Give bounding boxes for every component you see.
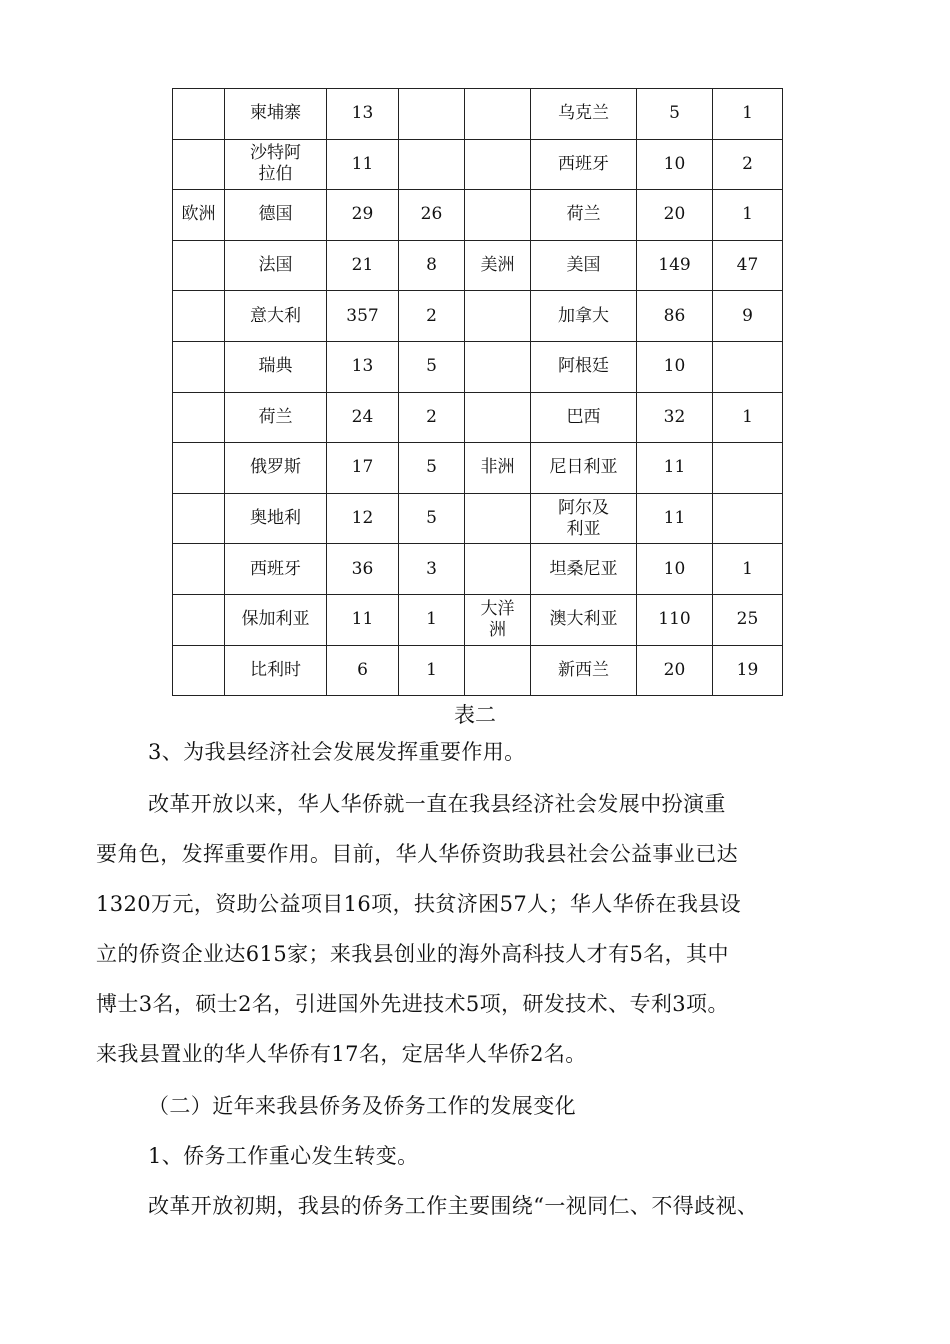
table-cell [399, 443, 465, 494]
table-cell [225, 392, 327, 443]
cell-text: 美国 [566, 255, 601, 276]
cell-text: 保加利亚 [241, 609, 310, 630]
table-cell [637, 544, 713, 595]
cell-text: 149 [658, 255, 691, 276]
table-cell [465, 341, 531, 392]
table-cell [465, 493, 531, 544]
cell-text: 86 [663, 305, 686, 326]
cell-text: 1 [426, 659, 437, 680]
cell-text: 荷兰 [258, 406, 293, 427]
cell-text: 6 [357, 659, 368, 680]
table-cell [637, 594, 713, 645]
table-row [173, 139, 783, 190]
table-cell [637, 291, 713, 342]
table-cell [713, 392, 783, 443]
table-row [173, 190, 783, 241]
cell-text: 新西兰 [558, 659, 609, 680]
cell-text: 阿尔及利亚 [558, 497, 609, 539]
paragraph-line: 改革开放初期，我县的侨务工作主要围绕“一视同仁、不得歧视、 [148, 1194, 759, 1218]
cell-text: 3 [426, 558, 437, 579]
table-cell [327, 645, 399, 696]
table-cell [225, 544, 327, 595]
cell-text: 25 [736, 609, 759, 630]
table-cell [173, 443, 225, 494]
cell-text: 5 [426, 457, 437, 478]
table-cell [327, 443, 399, 494]
cell-text: 俄罗斯 [250, 457, 301, 478]
table-cell [713, 493, 783, 544]
cell-text: 意大利 [250, 305, 301, 326]
cell-text: 110 [658, 609, 691, 630]
cell-text: 沙特阿拉伯 [250, 143, 301, 185]
table-cell [399, 645, 465, 696]
table-cell [465, 392, 531, 443]
cell-text: 柬埔寨 [250, 103, 301, 124]
table-cell [465, 291, 531, 342]
table-row [173, 544, 783, 595]
cell-text: 5 [669, 103, 680, 124]
section-heading-1: 1、侨务工作重心发生转变。 [148, 1144, 419, 1168]
table-cell [327, 291, 399, 342]
cell-text: 1 [742, 103, 753, 124]
table-cell [225, 89, 327, 140]
table-cell [465, 645, 531, 696]
table-cell [225, 240, 327, 291]
table-caption: 表二 [454, 703, 496, 727]
cell-text: 24 [351, 406, 374, 427]
cell-text: 坦桑尼亚 [549, 558, 618, 579]
table-row [173, 645, 783, 696]
table-cell [399, 544, 465, 595]
table-cell [225, 291, 327, 342]
section-heading-3: 3、为我县经济社会发展发挥重要作用。 [148, 740, 526, 764]
table-cell [225, 190, 327, 241]
table-cell [637, 645, 713, 696]
paragraph-line: 1320万元，资助公益项目16项，扶贫济困57人；华人华侨在我县设 [96, 892, 742, 916]
cell-text: 20 [663, 659, 686, 680]
table-cell [637, 89, 713, 140]
table-cell [173, 89, 225, 140]
cell-text: 大洋洲 [480, 598, 515, 640]
table-cell [531, 190, 637, 241]
cell-text: 357 [346, 305, 379, 326]
table-cell [637, 392, 713, 443]
table-cell [327, 341, 399, 392]
table-cell [173, 291, 225, 342]
table-row [173, 291, 783, 342]
table-cell [637, 341, 713, 392]
cell-text: 26 [420, 204, 443, 225]
table-cell [531, 341, 637, 392]
table-cell [531, 240, 637, 291]
cell-text: 非洲 [480, 457, 515, 478]
cell-text: 西班牙 [250, 558, 301, 579]
table-row [173, 341, 783, 392]
table-cell [327, 240, 399, 291]
table-row [173, 443, 783, 494]
cell-text: 加拿大 [558, 305, 609, 326]
cell-text: 澳大利亚 [549, 609, 618, 630]
table-row [173, 392, 783, 443]
cell-text: 21 [351, 255, 374, 276]
cell-text: 欧洲 [181, 204, 216, 225]
cell-text: 20 [663, 204, 686, 225]
table-cell [465, 240, 531, 291]
cell-text: 2 [426, 406, 437, 427]
table-cell [531, 89, 637, 140]
table-cell [713, 544, 783, 595]
table-cell [173, 190, 225, 241]
table-cell [399, 139, 465, 190]
cell-text: 德国 [258, 204, 293, 225]
table-cell [327, 392, 399, 443]
table-cell [465, 594, 531, 645]
table-cell [173, 392, 225, 443]
cell-text: 13 [351, 103, 374, 124]
table-cell [465, 139, 531, 190]
cell-text: 1 [742, 406, 753, 427]
table-cell [399, 291, 465, 342]
cell-text: 1 [742, 558, 753, 579]
table-row [173, 89, 783, 140]
cell-text: 尼日利亚 [549, 457, 618, 478]
cell-text: 1 [426, 609, 437, 630]
table-cell [637, 190, 713, 241]
paragraph-line: 博士3名，硕士2名，引进国外先进技术5项，研发技术、专利3项。 [96, 992, 729, 1016]
cell-text: 乌克兰 [558, 103, 609, 124]
table-cell [225, 139, 327, 190]
table-cell [225, 594, 327, 645]
table-cell [713, 139, 783, 190]
cell-text: 瑞典 [258, 356, 293, 377]
table-cell [399, 190, 465, 241]
table-cell [531, 645, 637, 696]
cell-text: 阿根廷 [558, 356, 609, 377]
cell-text: 5 [426, 356, 437, 377]
table-cell [399, 341, 465, 392]
table-cell [173, 341, 225, 392]
table-cell [637, 493, 713, 544]
table-cell [713, 443, 783, 494]
table-cell [713, 341, 783, 392]
overseas-chinese-table [172, 88, 783, 696]
table-cell [173, 139, 225, 190]
table-cell [465, 89, 531, 140]
cell-text: 西班牙 [558, 153, 609, 174]
cell-text: 19 [736, 659, 759, 680]
table-cell [713, 190, 783, 241]
table-cell [399, 594, 465, 645]
cell-text: 11 [351, 609, 374, 630]
table-cell [399, 89, 465, 140]
table-cell [713, 89, 783, 140]
table-cell [173, 544, 225, 595]
cell-text: 11 [351, 153, 374, 174]
table-cell [173, 240, 225, 291]
paragraph-line: 立的侨资企业达615家；来我县创业的海外高科技人才有5名，其中 [96, 942, 729, 966]
table-cell [225, 645, 327, 696]
cell-text: 2 [426, 305, 437, 326]
table-row [173, 240, 783, 291]
cell-text: 5 [426, 508, 437, 529]
cell-text: 36 [351, 558, 374, 579]
table-cell [173, 645, 225, 696]
cell-text: 10 [663, 356, 686, 377]
cell-text: 47 [736, 255, 759, 276]
table-cell [465, 544, 531, 595]
table-cell [713, 594, 783, 645]
cell-text: 17 [351, 457, 374, 478]
table-cell [531, 594, 637, 645]
table-cell [637, 240, 713, 291]
table-cell [531, 139, 637, 190]
table-cell [531, 443, 637, 494]
table-row [173, 493, 783, 544]
cell-text: 10 [663, 153, 686, 174]
cell-text: 12 [351, 508, 374, 529]
cell-text: 美洲 [480, 255, 515, 276]
table-cell [327, 190, 399, 241]
table-cell [327, 139, 399, 190]
cell-text: 8 [426, 255, 437, 276]
cell-text: 1 [742, 204, 753, 225]
table-cell [531, 291, 637, 342]
section-heading-2: （二）近年来我县侨务及侨务工作的发展变化 [148, 1094, 576, 1118]
cell-text: 2 [742, 153, 753, 174]
paragraph-line: 来我县置业的华人华侨有17名，定居华人华侨2名。 [96, 1042, 587, 1066]
table-cell [225, 341, 327, 392]
cell-text: 11 [663, 457, 686, 478]
cell-text: 13 [351, 356, 374, 377]
cell-text: 奥地利 [250, 508, 301, 529]
cell-text: 荷兰 [566, 204, 601, 225]
table-cell [531, 544, 637, 595]
cell-text: 32 [663, 406, 686, 427]
table-cell [225, 493, 327, 544]
table-cell [173, 493, 225, 544]
table-cell [637, 139, 713, 190]
table-cell [465, 190, 531, 241]
table-cell [531, 493, 637, 544]
table-cell [225, 443, 327, 494]
cell-text: 巴西 [566, 406, 601, 427]
table-cell [399, 493, 465, 544]
table-cell [713, 240, 783, 291]
table-cell [399, 392, 465, 443]
table-cell [465, 443, 531, 494]
table-cell [173, 594, 225, 645]
table-cell [713, 291, 783, 342]
cell-text: 29 [351, 204, 374, 225]
table-cell [637, 443, 713, 494]
paragraph-line: 要角色，发挥重要作用。目前，华人华侨资助我县社会公益事业已达 [96, 842, 738, 866]
table-cell [713, 645, 783, 696]
table-cell [327, 544, 399, 595]
table-cell [327, 493, 399, 544]
paragraph-line: 改革开放以来，华人华侨就一直在我县经济社会发展中扮演重 [148, 792, 726, 816]
table-cell [327, 89, 399, 140]
table-cell [327, 594, 399, 645]
table-row [173, 594, 783, 645]
cell-text: 10 [663, 558, 686, 579]
table-cell [531, 392, 637, 443]
cell-text: 9 [742, 305, 753, 326]
table-cell [399, 240, 465, 291]
cell-text: 法国 [258, 255, 293, 276]
cell-text: 11 [663, 508, 686, 529]
cell-text: 比利时 [250, 659, 301, 680]
